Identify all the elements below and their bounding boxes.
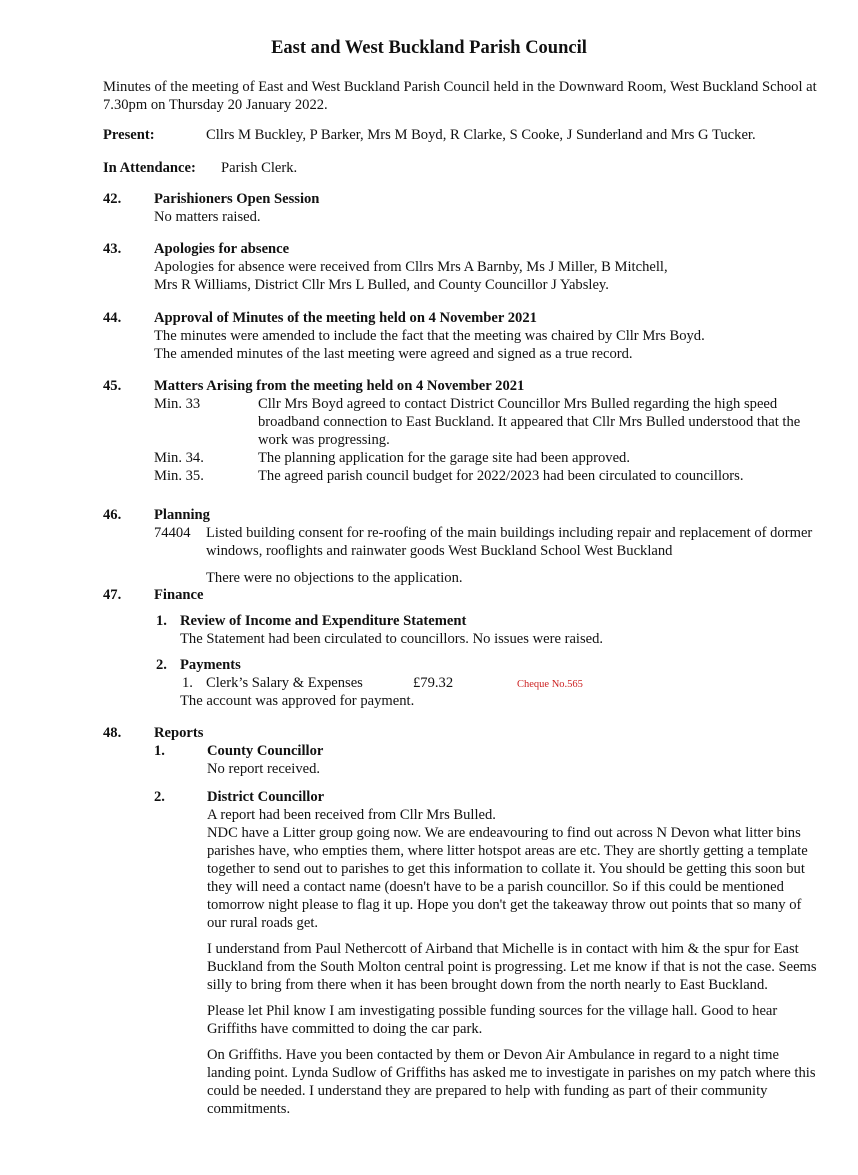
finance-sub2 xyxy=(180,656,800,674)
item-47 xyxy=(154,586,814,604)
item-46-number: 46. xyxy=(103,507,122,523)
payment-item: Clerk’s Salary & Expenses xyxy=(206,675,363,691)
item-43-heading: Apologies for absence xyxy=(154,241,290,257)
minute-text: The agreed parish council budget for 2022/2023 had been circulated to councillors. xyxy=(258,468,744,484)
planning-description: Listed building consent for re-roofing of the main buildings including repair and replacement of dormer windows, rooflights and rainwater goods West Buckland School West Buckland xyxy=(206,525,813,559)
minute-row xyxy=(154,395,804,449)
report-1 xyxy=(207,742,817,778)
item-45-heading: Matters Arising from the meeting held on 4 November 2021 xyxy=(154,378,525,394)
report-2-number: 2. xyxy=(154,789,165,805)
planning-row xyxy=(154,524,814,560)
report-2-paragraph: On Griffiths. Have you been contacted by them or Devon Air Ambulance in regard to a night time landing point. Lynda Sudlow of Griffiths has asked me to investigate in parishes on my patch where this could be needed. I understand they are prepared to help with funding as part of their community commitments. xyxy=(207,1047,816,1117)
item-44-number: 44. xyxy=(103,310,122,326)
planning-outcome: There were no objections to the application. xyxy=(206,570,463,586)
item-48 xyxy=(154,724,814,742)
minute-ref: Min. 34. xyxy=(154,450,204,466)
planning-ref: 74404 xyxy=(154,525,191,541)
present-value: Cllrs M Buckley, P Barker, Mrs M Boyd, R Clarke, S Cooke, J Sunderland and Mrs G Tucker. xyxy=(206,127,756,143)
report-1-text: No report received. xyxy=(207,761,321,777)
cheque-number: Cheque No.565 xyxy=(517,679,583,690)
minute-text: The planning application for the garage site had been approved. xyxy=(258,450,630,466)
report-2-intro: A report had been received from Cllr Mrs Bulled. xyxy=(207,807,496,823)
minute-row xyxy=(154,449,804,467)
report-2-heading: District Councillor xyxy=(207,789,325,805)
payment-number: 1. xyxy=(182,675,193,691)
finance-sub1-number: 1. xyxy=(156,613,167,629)
item-44-line2: The amended minutes of the last meeting were agreed and signed as a true record. xyxy=(154,346,633,362)
report-2-paragraph: I understand from Paul Nethercott of Airband that Michelle is in contact with him & the spur for East Buckland from the South Molton central point is progressing. Let me know if that is not the case. Seems silly to bring from there when it has been brought down from the north nearly to East Buckland. xyxy=(207,941,817,993)
item-47-number: 47. xyxy=(103,587,122,603)
attendance-value: Parish Clerk. xyxy=(221,160,298,176)
item-45-minutes-list xyxy=(154,395,804,485)
finance-sub1-text: The Statement had been circulated to councillors. No issues were raised. xyxy=(180,631,604,647)
document-title: East and West Buckland Parish Council xyxy=(271,38,587,58)
item-45 xyxy=(154,377,814,395)
minute-ref: Min. 33 xyxy=(154,396,201,412)
item-47-heading: Finance xyxy=(154,587,204,603)
report-1-heading: County Councillor xyxy=(207,743,324,759)
report-2 xyxy=(207,788,817,1118)
item-42-text: No matters raised. xyxy=(154,209,261,225)
item-44-heading: Approval of Minutes of the meeting held on 4 November 2021 xyxy=(154,310,537,326)
payment-note: The account was approved for payment. xyxy=(180,693,415,709)
item-43-line2: Mrs R Williams, District Cllr Mrs L Bulled, and County Councillor J Yabsley. xyxy=(154,277,609,293)
item-46 xyxy=(154,506,814,524)
finance-sub2-heading: Payments xyxy=(180,657,241,673)
finance-sub1-heading: Review of Income and Expenditure Statement xyxy=(180,613,467,629)
minute-text: Cllr Mrs Boyd agreed to contact District Councillor Mrs Bulled regarding the high speed broadband connection to East Buckland. It appeared that Cllr Mrs Bulled understood that the work was progressing. xyxy=(258,396,801,448)
minute-row xyxy=(154,467,804,485)
attendance-label: In Attendance: xyxy=(103,160,196,176)
present-label-text: Present: xyxy=(103,127,155,143)
item-43 xyxy=(154,240,814,294)
finance-sub1 xyxy=(180,612,800,648)
finance-sub2-number: 2. xyxy=(156,657,167,673)
payment-amount: £79.32 xyxy=(413,675,454,691)
item-44 xyxy=(154,309,814,363)
item-48-heading: Reports xyxy=(154,725,204,741)
report-1-number: 1. xyxy=(154,743,165,759)
item-48-number: 48. xyxy=(103,725,122,741)
report-2-paragraph: NDC have a Litter group going now. We are endeavouring to find out across N Devon what litter bins parishes have, who empties them, where litter hotspot areas are etc. They are shortly getting a template together to send out to parishes to get this information to collate it. You should be getting this soon but they will need a contact name (doesn't have to be a parish councillor. So if this could be mentioned tomorrow night please to flag it up. Hope you don't get the takeaway throw out points that so many of our rural roads get. xyxy=(207,825,808,931)
planning-application xyxy=(154,524,814,560)
item-44-line1: The minutes were amended to include the fact that the meeting was chaired by Cllr Mrs Boyd. xyxy=(154,328,705,344)
intro-paragraph: Minutes of the meeting of East and West Buckland Parish Council held in the Downward Room, West Buckland School at 7.30pm on Thursday 20 January 2022. xyxy=(103,79,817,113)
item-42-heading: Parishioners Open Session xyxy=(154,191,320,207)
item-45-number: 45. xyxy=(103,378,122,394)
report-2-paragraph: Please let Phil know I am investigating possible funding sources for the village hall. Good to hear Griffiths have committed to doing the car park. xyxy=(207,1003,778,1037)
item-43-number: 43. xyxy=(103,241,122,257)
minute-ref: Min. 35. xyxy=(154,468,204,484)
item-42-number: 42. xyxy=(103,191,122,207)
item-43-line1: Apologies for absence were received from Cllrs Mrs A Barnby, Ms J Miller, B Mitchell, xyxy=(154,259,668,275)
item-42 xyxy=(154,190,814,226)
item-46-heading: Planning xyxy=(154,507,210,523)
